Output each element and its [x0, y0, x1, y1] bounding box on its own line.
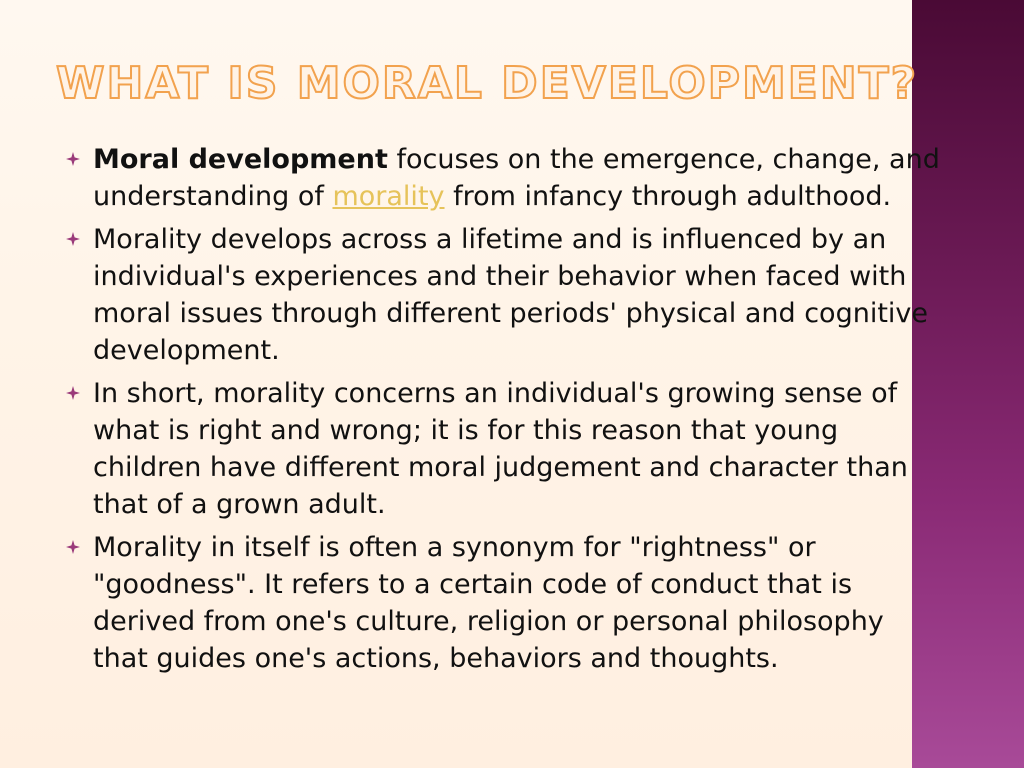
morality-link[interactable]: morality — [332, 181, 445, 212]
diamond-bullet-icon — [66, 232, 80, 246]
diamond-bullet-icon — [66, 540, 80, 554]
slide-title: WHAT IS MORAL DEVELOPMENT? — [56, 58, 919, 109]
list-item — [60, 221, 940, 369]
list-item — [60, 375, 940, 523]
bullet-list — [60, 141, 940, 683]
bullet-text: Morality develops across a lifetime and is influenced by an individual's experiences and their behavior when faced with moral issues through different periods' physical and cognitive development. — [93, 224, 929, 366]
diamond-bullet-icon — [66, 386, 80, 400]
bullet-text: Morality in itself is often a synonym for "rightness" or "goodness". It refers to a certain code of conduct that is derived from one's culture, religion or personal philosophy that guides one's actions, behaviors and thoughts. — [93, 532, 884, 674]
bullet-text: In short, morality concerns an individual's growing sense of what is right and wrong; it is for this reason that young children have different moral judgement and character than that of a grown adult. — [93, 378, 908, 520]
diamond-bullet-icon — [66, 152, 80, 166]
list-item — [60, 529, 940, 677]
bullet-text: from infancy through adulthood. — [444, 181, 892, 212]
bullet-text: focuses on the emergence, change, and understanding of — [93, 144, 940, 212]
list-item — [60, 141, 940, 215]
bullet-term: Moral development — [93, 144, 388, 175]
